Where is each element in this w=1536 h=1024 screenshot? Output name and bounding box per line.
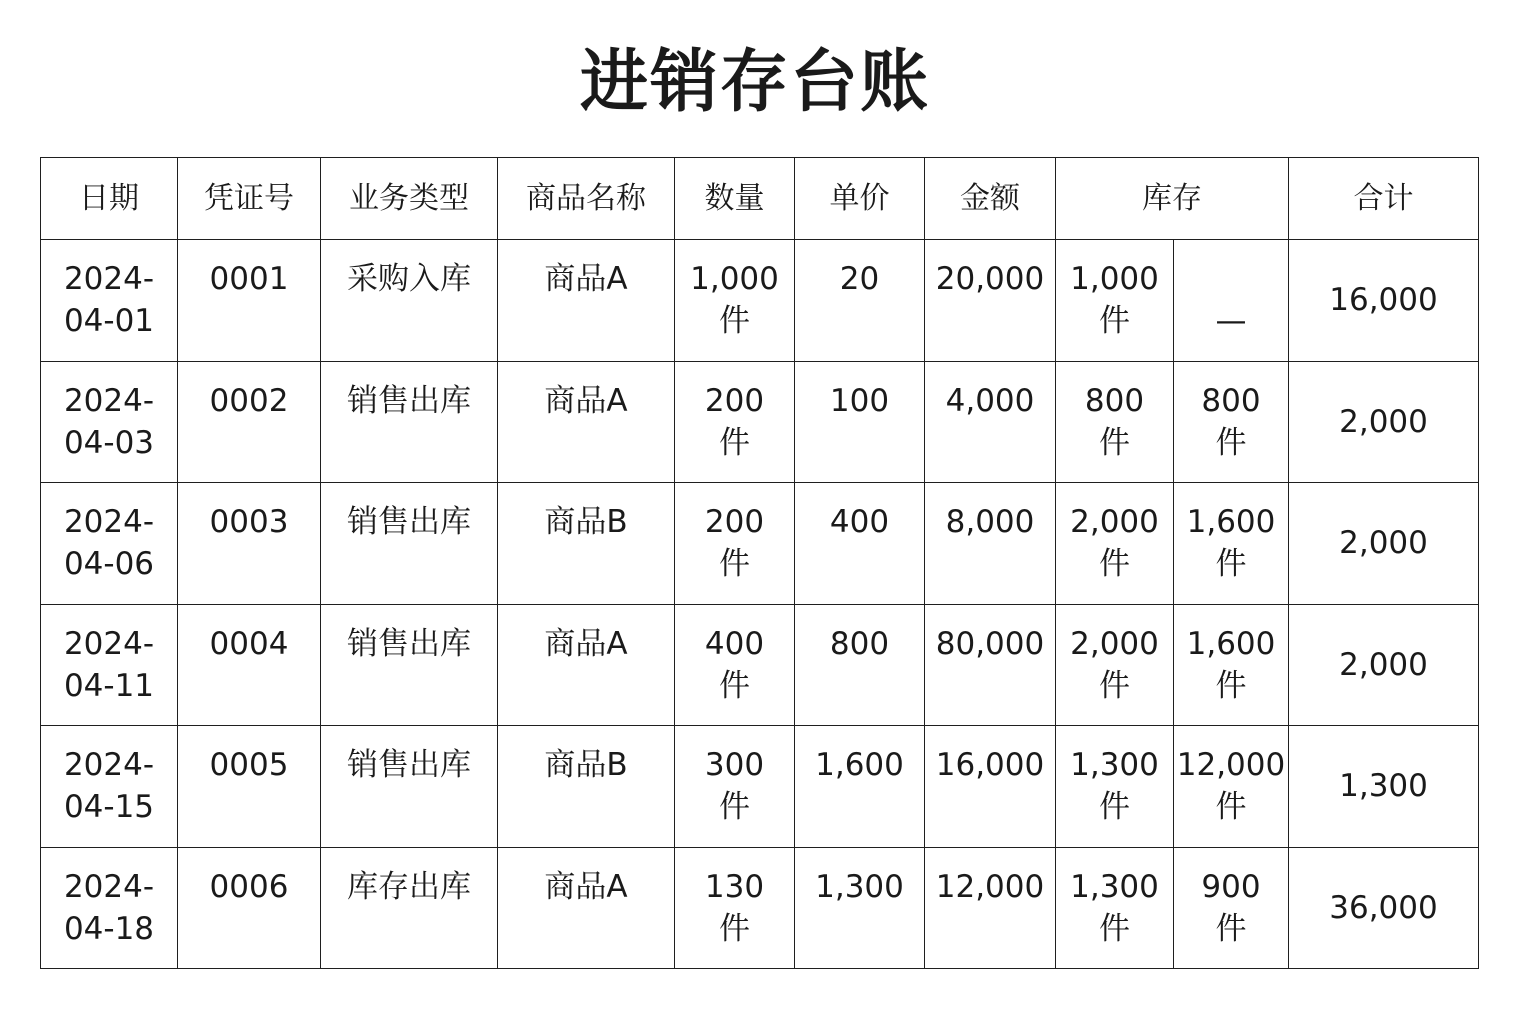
cell-stock1 bbox=[1056, 604, 1174, 726]
header-voucher: 凭证号 bbox=[178, 158, 321, 240]
cell-total: 2,000 bbox=[1289, 604, 1479, 726]
cell-date-line: 2024- bbox=[63, 625, 155, 662]
cell-quantity-line: 400 bbox=[704, 625, 765, 662]
cell-date bbox=[41, 726, 178, 848]
cell-voucher: 0002 bbox=[178, 361, 321, 483]
cell-type: 销售出库 bbox=[321, 604, 498, 726]
ledger-body bbox=[41, 240, 1479, 969]
cell-quantity-line: 300 bbox=[704, 747, 765, 783]
cell-stock1 bbox=[1056, 726, 1174, 848]
cell-stock1-line: 件 bbox=[1099, 546, 1130, 582]
cell-stock1-line: 1,000 bbox=[1070, 261, 1159, 297]
cell-stock2-line: 件 bbox=[1215, 789, 1247, 825]
cell-quantity-line: 件 bbox=[719, 546, 750, 582]
cell-quantity bbox=[675, 361, 795, 483]
cell-quantity-line: 件 bbox=[719, 303, 750, 339]
cell-type: 销售出库 bbox=[321, 361, 498, 483]
cell-quantity bbox=[675, 483, 795, 605]
cell-stock2 bbox=[1174, 726, 1289, 848]
table-row bbox=[41, 726, 1479, 848]
cell-stock1-line: 1,300 bbox=[1070, 747, 1159, 783]
cell-stock2-line: 件 bbox=[1215, 424, 1247, 461]
cell-stock1 bbox=[1056, 847, 1174, 969]
cell-product: 商品B bbox=[498, 726, 675, 848]
cell-quantity-line: 1,000 bbox=[690, 261, 779, 297]
cell-date-line: 04-15 bbox=[63, 789, 155, 825]
cell-voucher: 0005 bbox=[178, 726, 321, 848]
cell-voucher: 0001 bbox=[178, 240, 321, 362]
cell-stock1 bbox=[1056, 361, 1174, 483]
cell-date-line: 04-01 bbox=[63, 303, 155, 339]
cell-type: 销售出库 bbox=[321, 483, 498, 605]
cell-total: 1,300 bbox=[1289, 726, 1479, 848]
cell-date bbox=[41, 240, 178, 362]
cell-stock1-line: 件 bbox=[1099, 303, 1130, 339]
cell-quantity-line: 200 bbox=[704, 382, 765, 419]
cell-amount: 4,000 bbox=[925, 361, 1056, 483]
cell-stock2-line: 12,000 bbox=[1176, 747, 1286, 783]
cell-product: 商品A bbox=[498, 240, 675, 362]
table-row bbox=[41, 604, 1479, 726]
cell-stock1-line: 2,000 bbox=[1070, 625, 1159, 662]
cell-type: 库存出库 bbox=[321, 847, 498, 969]
cell-date-line: 2024- bbox=[63, 504, 155, 540]
cell-date-line: 04-03 bbox=[63, 424, 155, 461]
cell-stock2-line: 件 bbox=[1215, 910, 1247, 947]
cell-product: 商品B bbox=[498, 483, 675, 605]
cell-amount: 12,000 bbox=[925, 847, 1056, 969]
header-date: 日期 bbox=[41, 158, 178, 240]
header-quantity: 数量 bbox=[675, 158, 795, 240]
ledger-table bbox=[40, 157, 1479, 969]
cell-stock2 bbox=[1174, 240, 1289, 362]
cell-date bbox=[41, 361, 178, 483]
cell-stock1 bbox=[1056, 240, 1174, 362]
cell-stock2-line: 800 bbox=[1201, 382, 1261, 419]
cell-stock2 bbox=[1174, 847, 1289, 969]
cell-date-line: 04-11 bbox=[63, 667, 155, 704]
cell-date bbox=[41, 483, 178, 605]
cell-amount: 8,000 bbox=[925, 483, 1056, 605]
cell-quantity-line: 件 bbox=[719, 789, 750, 825]
cell-date bbox=[41, 847, 178, 969]
cell-voucher: 0003 bbox=[178, 483, 321, 605]
page-title: 进销存台账 bbox=[579, 43, 930, 122]
cell-stock2-line: 1,600 bbox=[1186, 625, 1276, 662]
cell-stock2-line: 件 bbox=[1215, 667, 1247, 704]
cell-date-line: 04-18 bbox=[63, 910, 155, 947]
cell-stock2-line: 1,600 bbox=[1186, 504, 1276, 540]
cell-price: 400 bbox=[795, 483, 925, 605]
cell-total: 16,000 bbox=[1289, 240, 1479, 362]
table-row bbox=[41, 240, 1479, 362]
cell-quantity bbox=[675, 604, 795, 726]
cell-date-line: 2024- bbox=[63, 868, 155, 905]
header-total: 合计 bbox=[1289, 158, 1479, 240]
cell-total: 2,000 bbox=[1289, 483, 1479, 605]
cell-stock2 bbox=[1174, 361, 1289, 483]
cell-price: 100 bbox=[795, 361, 925, 483]
cell-amount: 20,000 bbox=[925, 240, 1056, 362]
table-row bbox=[41, 847, 1479, 969]
cell-type: 销售出库 bbox=[321, 726, 498, 848]
cell-date-line: 2024- bbox=[63, 382, 155, 419]
table-row bbox=[41, 483, 1479, 605]
header-row bbox=[41, 158, 1479, 240]
cell-voucher: 0004 bbox=[178, 604, 321, 726]
header-product: 商品名称 bbox=[498, 158, 675, 240]
cell-stock2 bbox=[1174, 483, 1289, 605]
cell-total: 36,000 bbox=[1289, 847, 1479, 969]
cell-product: 商品A bbox=[498, 604, 675, 726]
cell-voucher: 0006 bbox=[178, 847, 321, 969]
cell-date-line: 04-06 bbox=[63, 546, 155, 582]
cell-amount: 16,000 bbox=[925, 726, 1056, 848]
cell-product: 商品A bbox=[498, 847, 675, 969]
cell-product: 商品A bbox=[498, 361, 675, 483]
header-amount: 金额 bbox=[925, 158, 1056, 240]
cell-price: 1,600 bbox=[795, 726, 925, 848]
table-row bbox=[41, 361, 1479, 483]
cell-stock1-line: 件 bbox=[1099, 910, 1130, 947]
cell-stock1-line: 件 bbox=[1099, 667, 1130, 704]
cell-quantity bbox=[675, 240, 795, 362]
cell-date-line: 2024- bbox=[63, 261, 155, 297]
cell-quantity-line: 130 bbox=[704, 868, 765, 905]
cell-stock1-line: 800 bbox=[1084, 382, 1145, 419]
cell-quantity bbox=[675, 847, 795, 969]
cell-quantity-line: 件 bbox=[719, 424, 750, 461]
cell-amount: 80,000 bbox=[925, 604, 1056, 726]
cell-date bbox=[41, 604, 178, 726]
cell-total: 2,000 bbox=[1289, 361, 1479, 483]
header-type: 业务类型 bbox=[321, 158, 498, 240]
cell-stock1-line: 1,300 bbox=[1070, 868, 1159, 905]
cell-price: 1,300 bbox=[795, 847, 925, 969]
cell-stock2-line: 件 bbox=[1215, 546, 1247, 582]
cell-stock2-line: — bbox=[1215, 303, 1247, 339]
cell-price: 20 bbox=[795, 240, 925, 362]
cell-price: 800 bbox=[795, 604, 925, 726]
cell-stock1-line: 2,000 bbox=[1070, 504, 1159, 540]
cell-stock1-line: 件 bbox=[1099, 789, 1130, 825]
cell-quantity-line: 件 bbox=[719, 910, 750, 947]
cell-stock2-line: 900 bbox=[1201, 868, 1261, 905]
cell-date-line: 2024- bbox=[63, 747, 155, 783]
cell-quantity-line: 200 bbox=[704, 504, 765, 540]
cell-stock1 bbox=[1056, 483, 1174, 605]
cell-stock1-line: 件 bbox=[1099, 424, 1130, 461]
cell-quantity bbox=[675, 726, 795, 848]
cell-quantity-line: 件 bbox=[719, 667, 750, 704]
cell-type: 采购入库 bbox=[321, 240, 498, 362]
header-price: 单价 bbox=[795, 158, 925, 240]
header-stock: 库存 bbox=[1056, 158, 1289, 240]
cell-stock2 bbox=[1174, 604, 1289, 726]
